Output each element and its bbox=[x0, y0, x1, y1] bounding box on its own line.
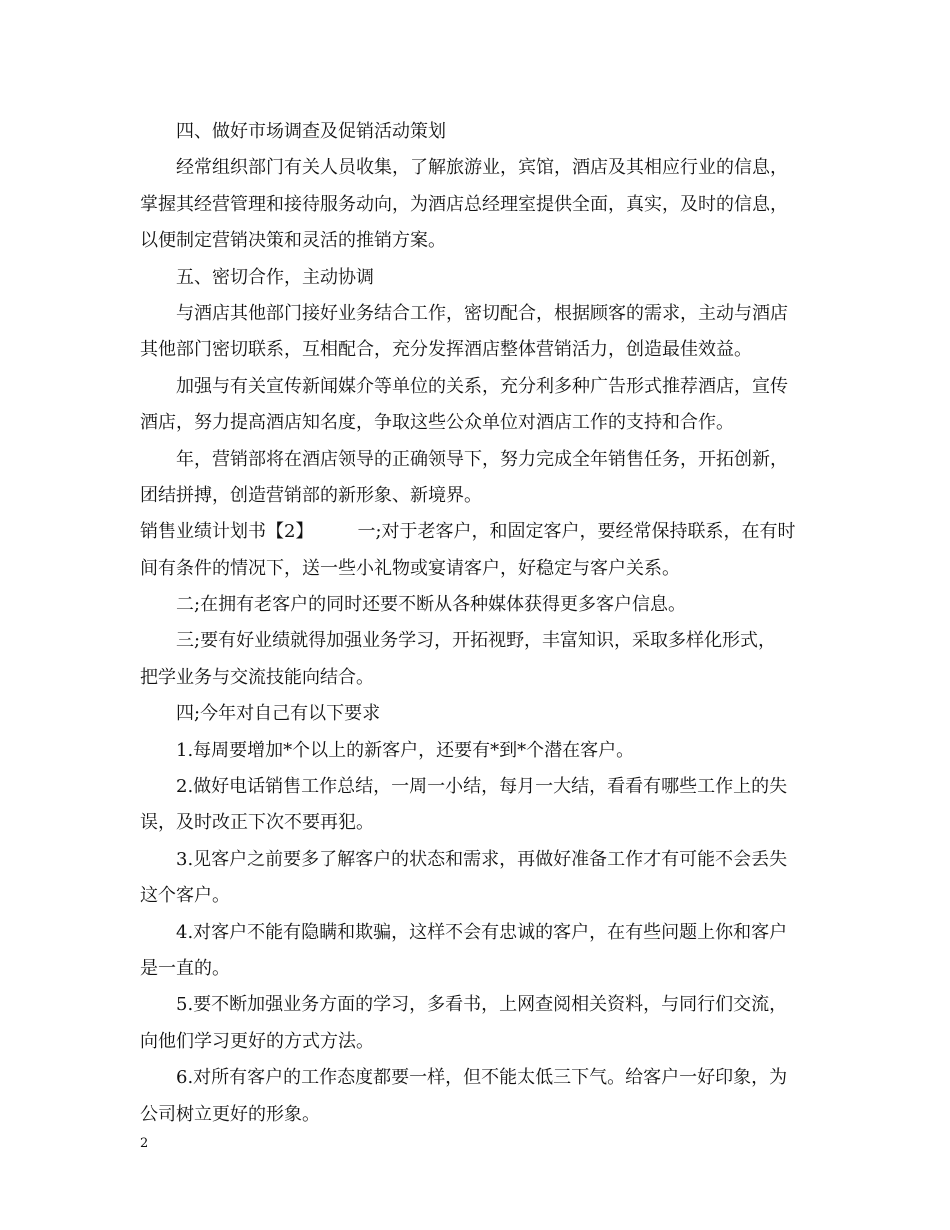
paragraph-line: 年，营销部将在酒店领导的正确领导下，努力完成全年销售任务，开拓创新， bbox=[176, 448, 788, 470]
list-item-line: 这个客户。 bbox=[140, 885, 230, 907]
list-item-line: 向他们学习更好的方式方法。 bbox=[140, 1030, 374, 1052]
list-item-line: 2.做好电话销售工作总结，一周一小结，每月一大结，看看有哪些工作上的失 bbox=[176, 776, 788, 798]
list-item-line: 6.对所有客户的工作态度都要一样，但不能太低三下气。给客户一好印象，为 bbox=[176, 1067, 788, 1089]
paragraph-line: 掌握其经营管理和接待服务动向，为酒店总经理室提供全面，真实，及时的信息， bbox=[140, 193, 788, 215]
list-item-line: 3.见客户之前要多了解客户的状态和需求，再做好准备工作才有可能不会丢失 bbox=[176, 848, 788, 870]
paragraph-line: 二;在拥有老客户的同时还要不断从各种媒体获得更多客户信息。 bbox=[176, 594, 687, 616]
page-number: 2 bbox=[140, 1136, 149, 1151]
list-item-line: 4.对客户不能有隐瞒和欺骗，这样不会有忠诚的客户，在有些问题上你和客户 bbox=[176, 921, 788, 943]
paragraph-line: 与酒店其他部门接好业务结合工作，密切配合，根据顾客的需求，主动与酒店 bbox=[176, 302, 788, 324]
list-item-line: 5.要不断加强业务方面的学习，多看书，上网查阅相关资料，与同行们交流， bbox=[176, 994, 788, 1016]
paragraph-line: 四;今年对自己有以下要求 bbox=[176, 703, 381, 725]
paragraph-line: 其他部门密切联系，互相配合，充分发挥酒店整体营销活力，创造最佳效益。 bbox=[140, 339, 752, 361]
list-item-line: 是一直的。 bbox=[140, 957, 230, 979]
list-item-line: 公司树立更好的形象。 bbox=[140, 1103, 320, 1125]
paragraph-line: 经常组织部门有关人员收集，了解旅游业，宾馆，酒店及其相应行业的信息， bbox=[176, 157, 788, 179]
document-body bbox=[140, 114, 812, 1133]
paragraph-line: 团结拼搏，创造营销部的新形象、新境界。 bbox=[140, 484, 482, 506]
paragraph-line bbox=[140, 514, 812, 550]
paragraph-text: 一;对于老客户，和固定客户，要经常保持联系，在有时 bbox=[357, 521, 796, 543]
paragraph-line: 加强与有关宣传新闻媒介等单位的关系，充分利多种广告形式推荐酒店，宣传 bbox=[176, 375, 788, 397]
paragraph-line: 酒店，努力提高酒店知名度，争取这些公众单位对酒店工作的支持和合作。 bbox=[140, 412, 734, 434]
paragraph-line: 以便制定营销决策和灵活的推销方案。 bbox=[140, 230, 446, 252]
document-title: 销售业绩计划书【2】 bbox=[140, 521, 314, 543]
list-item-line: 1.每周要增加*个以上的新客户，还要有*到*个潜在客户。 bbox=[176, 739, 635, 761]
section-heading: 四、做好市场调查及促销活动策划 bbox=[176, 121, 446, 142]
paragraph-line: 间有条件的情况下，送一些小礼物或宴请客户，好稳定与客户关系。 bbox=[140, 557, 680, 579]
paragraph-line: 把学业务与交流技能向结合。 bbox=[140, 666, 374, 688]
list-item-line: 误，及时改正下次不要再犯。 bbox=[140, 812, 374, 834]
paragraph-line: 三;要有好业绩就得加强业务学习，开拓视野，丰富知识，采取多样化形式， bbox=[176, 630, 777, 652]
section-heading: 五、密切合作，主动协调 bbox=[176, 266, 374, 288]
